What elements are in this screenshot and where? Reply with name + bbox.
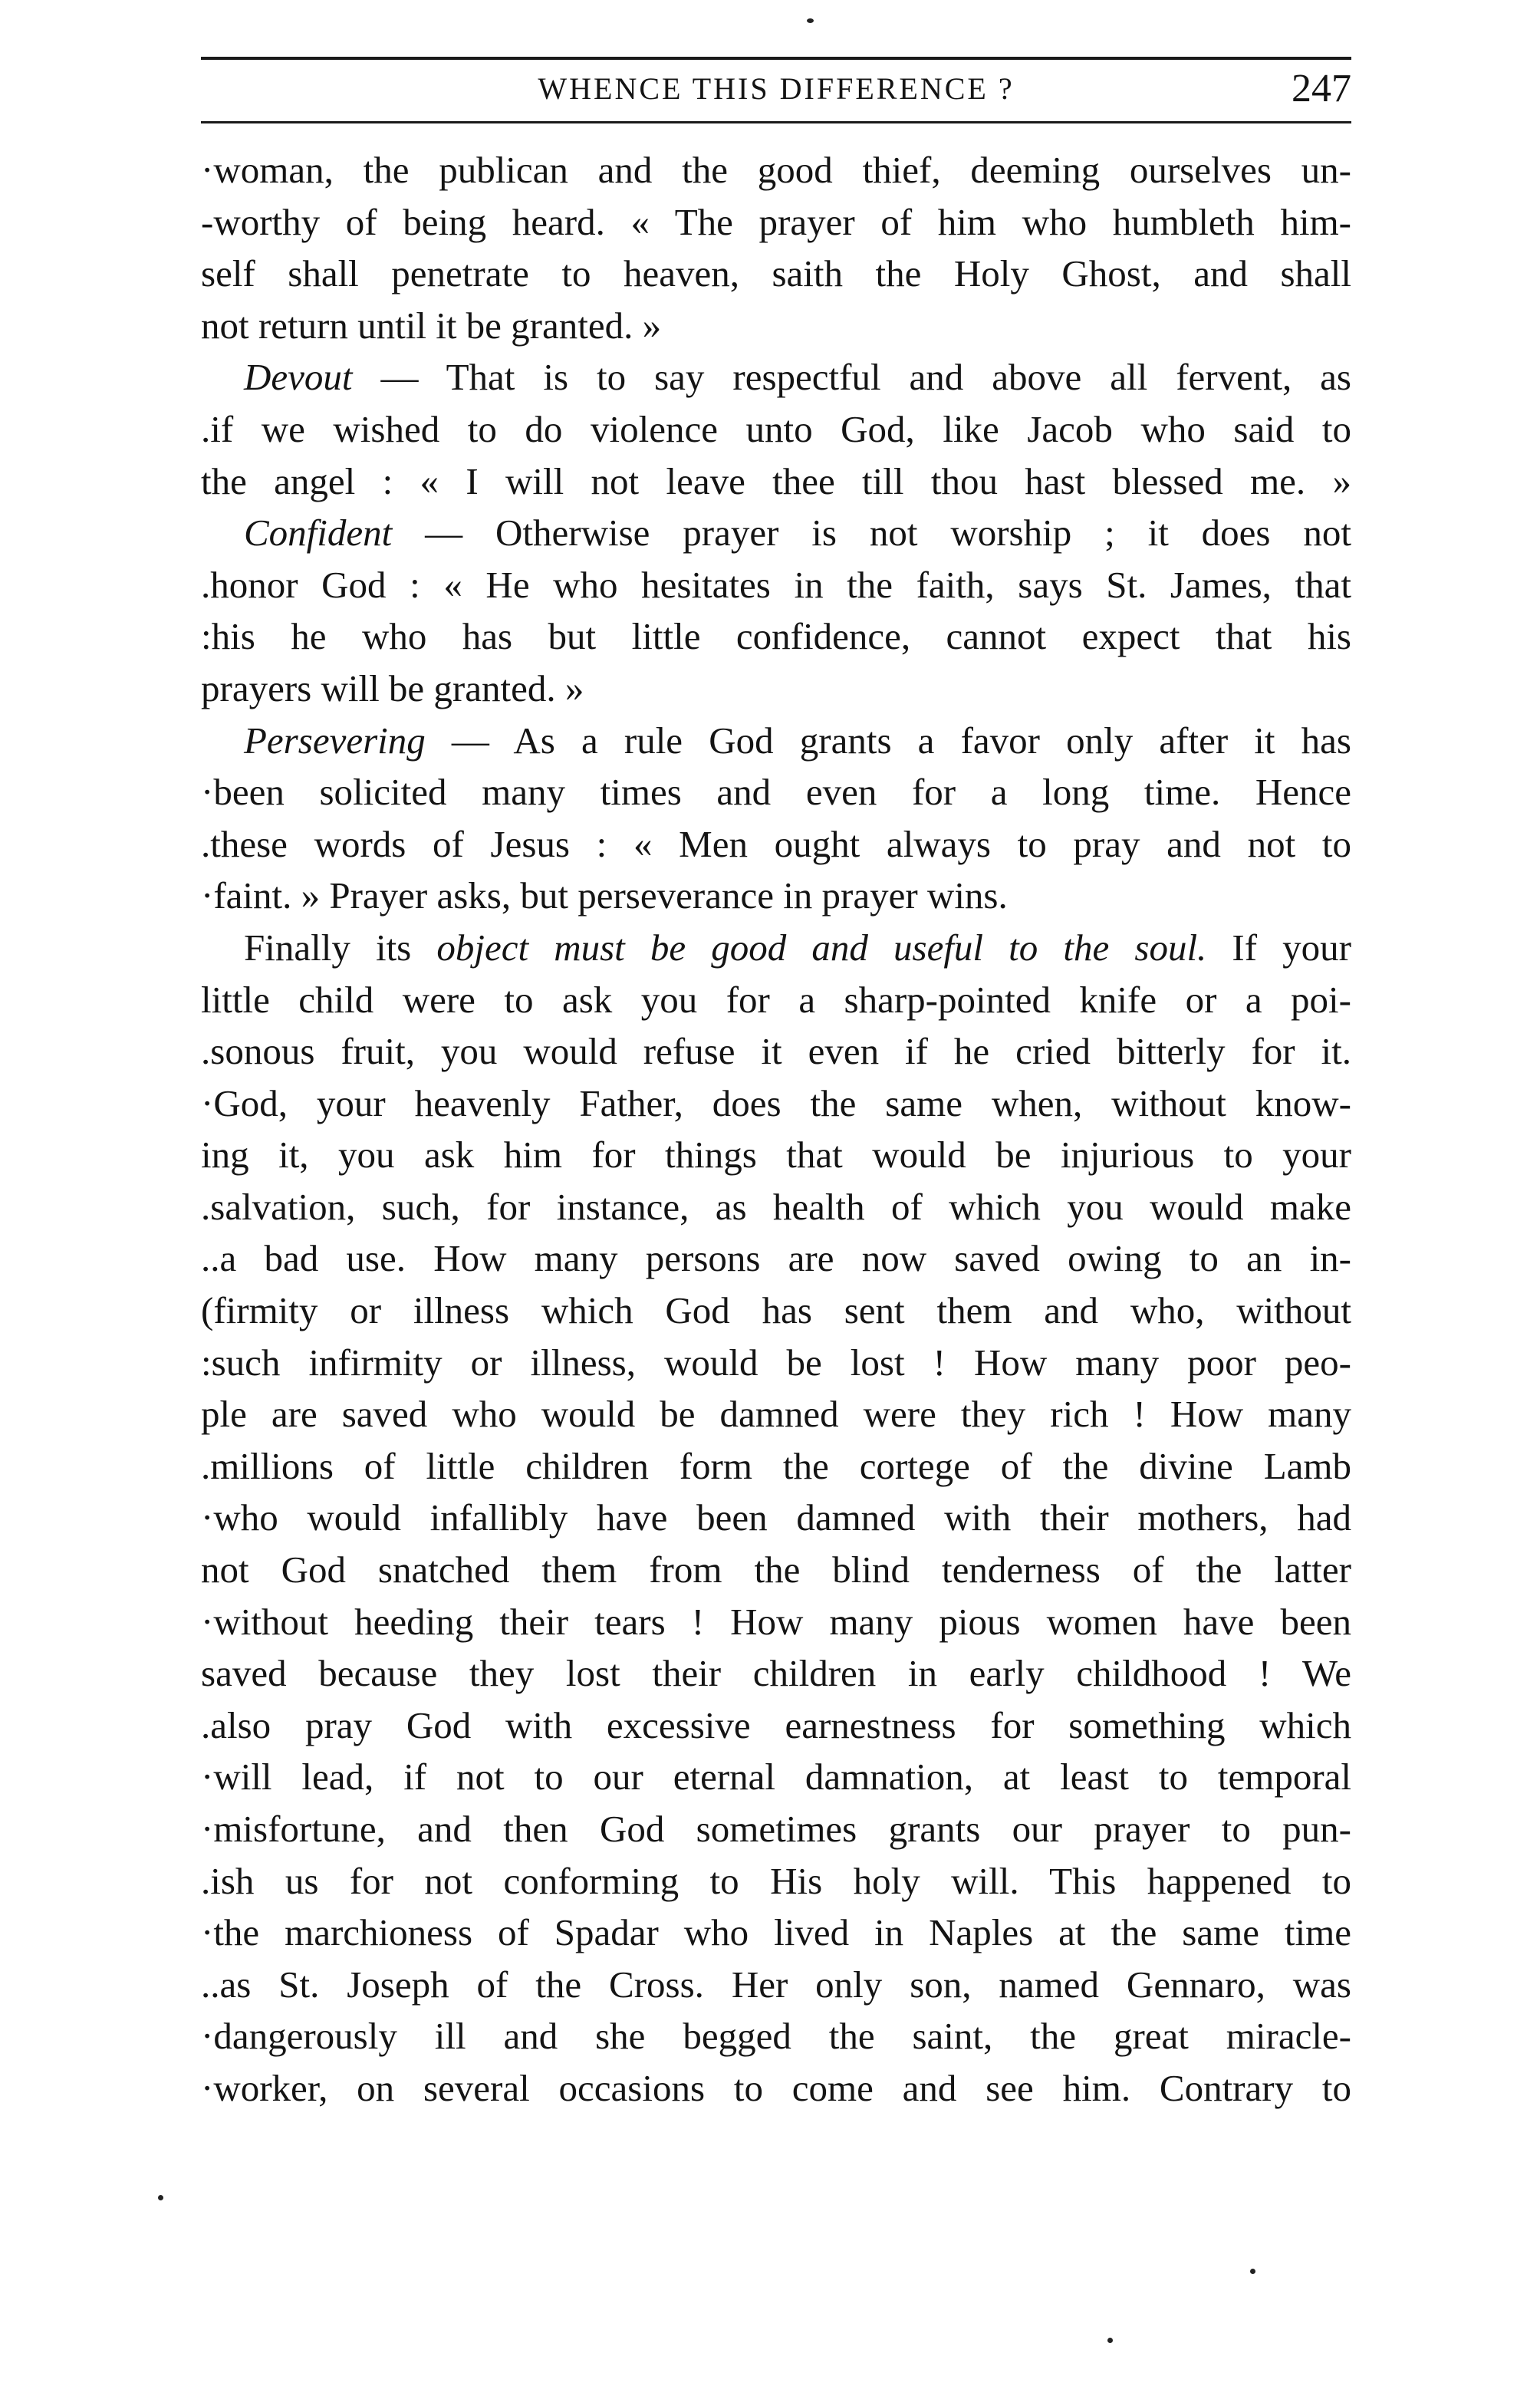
text-line: ing it, you ask him for things that would be injurious to your (201, 1134, 1351, 1177)
text-line: ·faint. » Prayer asks, but perseverance in prayer wins. (201, 874, 1008, 917)
text-line: ple are saved who would be damned were they rich ! How many (201, 1393, 1351, 1436)
text-line: (firmity or illness which God has sent them and who, without (201, 1289, 1351, 1332)
text-line: not God snatched them from the blind tenderness of the latter (201, 1548, 1351, 1591)
scan-speck (1250, 2269, 1255, 2274)
text-line: ·been solicited many times and even for a long time. Hence (201, 771, 1351, 814)
text-line: ·the marchioness of Spadar who lived in Naples at the same time (201, 1911, 1351, 1954)
text-line: the angel : « I will not leave thee till thou hast blessed me. » (201, 459, 1351, 502)
text-line: ·who would infallibly have been damned with their mothers, had (201, 1496, 1351, 1539)
text-line: Persevering — As a rule God grants a favor only after it has (244, 719, 1351, 762)
text-line: Finally its object must be good and useful to the soul. If your (244, 926, 1351, 969)
text-line: not return until it be granted. » (201, 304, 662, 347)
text-line: .salvation, such, for instance, as health of which you would make (201, 1185, 1351, 1228)
text-line: .if we wished to do violence unto God, like Jacob who said to (201, 407, 1351, 450)
text-line: :his he who has but little confidence, cannot expect that his (201, 615, 1351, 658)
text-line: .these words of Jesus : « Men ought always to pray and not to (201, 822, 1351, 865)
running-head (201, 66, 1351, 120)
text-line: self shall penetrate to heaven, saith the Holy Ghost, and shall (201, 252, 1351, 295)
italic-lead: Devout (244, 356, 353, 399)
text-line: ·worker, on several occasions to come and see him. Contrary to (201, 2066, 1351, 2109)
text-line: saved because they lost their children in early childhood ! We (201, 1652, 1351, 1695)
header-bottom-rule (201, 121, 1351, 123)
text-line: little child were to ask you for a sharp-pointed knife or a poi- (201, 978, 1351, 1021)
text-line: :such infirmity or illness, would be lost ! How many poor peo- (201, 1341, 1351, 1384)
text-line: ·misfortune, and then God sometimes grants our prayer to pun- (201, 1808, 1351, 1850)
text-line: ·will lead, if not to our eternal damnation, at least to temporal (201, 1756, 1351, 1799)
text-line: .millions of little children form the cortege of the divine Lamb (201, 1444, 1351, 1487)
header-top-rule (201, 57, 1351, 60)
text-line: ·without heeding their tears ! How many pious women have been (201, 1600, 1351, 1643)
italic-lead: Confident (244, 512, 393, 555)
text-line: .sonous fruit, you would refuse it even if he cried bitterly for it. (201, 1030, 1351, 1073)
text-line: -worthy of being heard. « The prayer of him who humbleth him- (201, 200, 1351, 243)
text-line: ·dangerously ill and she begged the saint, the great miracle- (201, 2015, 1351, 2058)
scan-speck (158, 2195, 163, 2200)
body-text (201, 144, 1351, 2114)
text-line: ·woman, the publican and the good thief, deeming ourselves un- (201, 149, 1351, 191)
text-line: .honor God : « He who hesitates in the faith, says St. James, that (201, 563, 1351, 606)
text-line: Devout — That is to say respectful and above all fervent, as (244, 356, 1351, 399)
text-line: ..a bad use. How many persons are now saved owing to an in- (201, 1237, 1351, 1280)
text-line: .also pray God with excessive earnestness for something which (201, 1703, 1351, 1746)
scan-speck (1107, 2338, 1113, 2343)
running-title: WHENCE THIS DIFFERENCE ? (538, 71, 1015, 106)
italic-lead: Persevering (244, 719, 426, 762)
text-line: .ish us for not conforming to His holy will. This happened to (201, 1859, 1351, 1902)
italic-lead: object must be good and useful to the soul. (436, 926, 1207, 969)
page-number: 247 (1292, 67, 1351, 110)
text-line: Confident — Otherwise prayer is not worship ; it does not (244, 512, 1351, 555)
text-line: prayers will be granted. » (201, 666, 584, 709)
scan-speck (807, 18, 814, 23)
text-line: ..as St. Joseph of the Cross. Her only son, named Gennaro, was (201, 1963, 1351, 2006)
text-line: ·God, your heavenly Father, does the same when, without know- (201, 1081, 1351, 1124)
